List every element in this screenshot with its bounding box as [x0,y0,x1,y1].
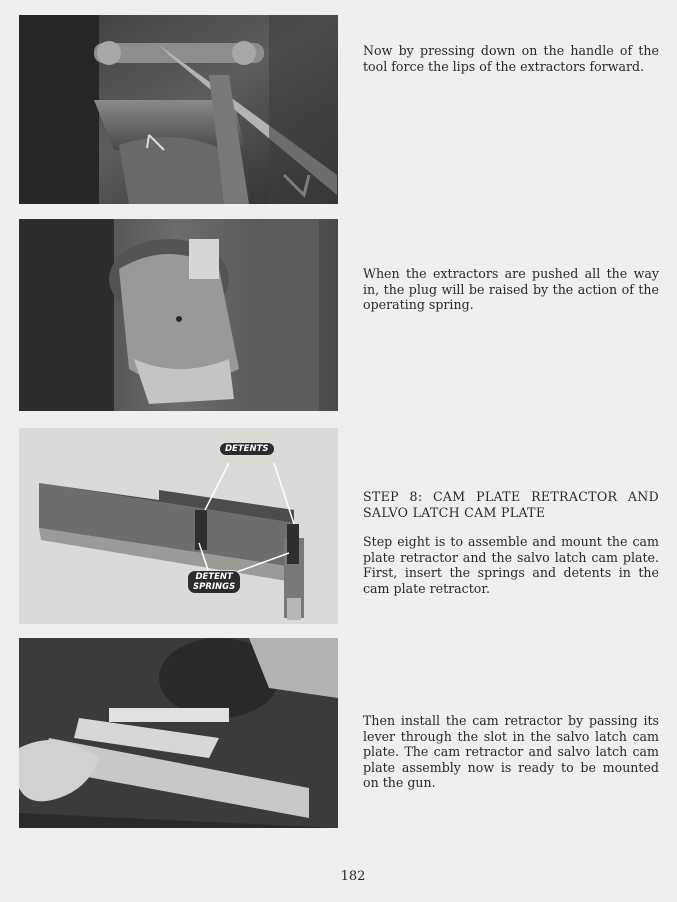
photo-extractor-tool-handle [19,15,338,204]
paragraph-3: Step eight is to assemble and mount the cam plate retractor and the salvo latch cam plate. First, insert the springs and detents in the cam plate retractor. [363,534,659,596]
photo-extractors-pushed-in [19,219,338,411]
photo-cam-retractor-installed [19,638,338,828]
paragraph-1: Now by pressing down on the handle of the tool force the lips of the extractors forward. [363,43,659,74]
paragraph-4: Then install the cam retractor by passing its lever through the slot in the salvo latch cam plate. The cam retractor and salvo latch cam plate assembly now is ready to be mounted on the gun. [363,713,659,791]
label-detents: DETENTS [219,442,275,456]
page-number: 182 [340,869,366,884]
paragraph-2: When the extractors are pushed all the way in, the plug will be raised by the action of the operating spring. [363,266,659,313]
label-detent-springs-line2: SPRINGS [193,582,236,592]
step-8-heading: STEP 8: CAM PLATE RETRACTOR AND SALVO LATCH CAM PLATE [363,489,659,520]
label-detent-springs [187,570,241,594]
photo-cam-plate-retractor [19,428,338,624]
label-detent-springs-line1: DETENT [195,572,233,582]
